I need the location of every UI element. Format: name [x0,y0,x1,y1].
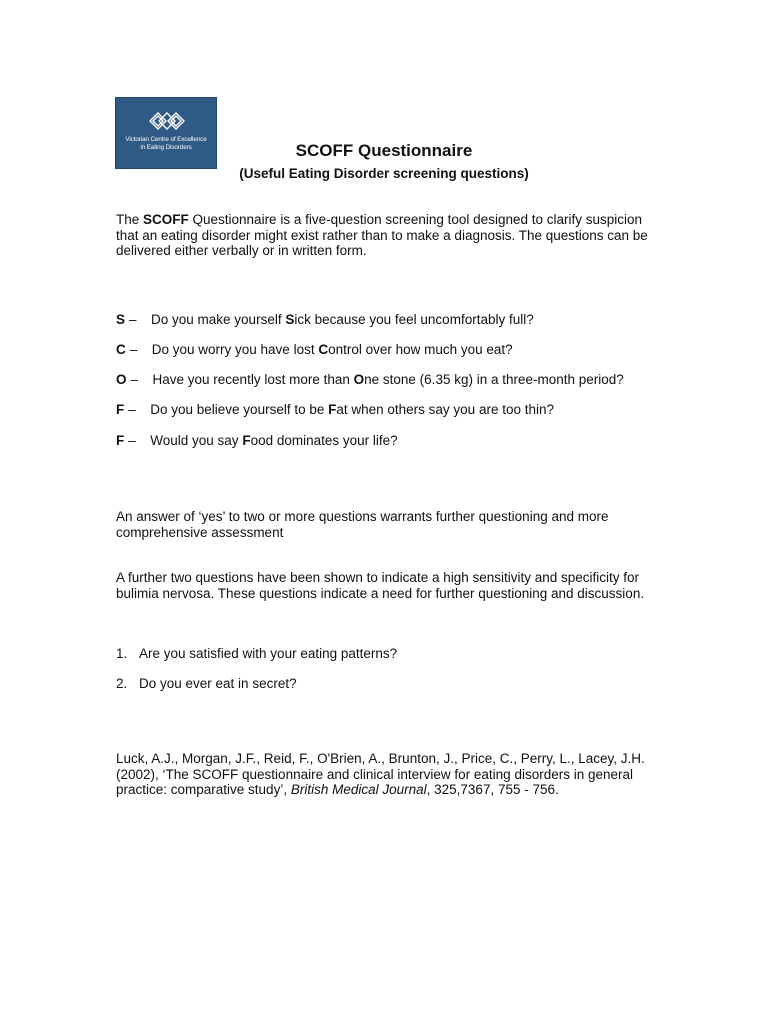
question-key: S [285,312,295,327]
reference-pre: Luck, A.J., Morgan, J.F., Reid, F., O'Brien, A., Brunton, J., Price, C., Perry, L., Lacey, J.H. (2002), ‘The SCOFF questionnaire and clinical interview for eating disorders in general practice: comparative study’, [116,751,645,797]
question-letter: S [116,312,126,327]
extra-question-text: Do you ever eat in secret? [139,676,297,691]
extra-question-number: 1. [116,646,128,661]
question-dash: – [130,372,139,387]
question-letter: F [116,433,125,448]
page-title: SCOFF Questionnaire [295,141,473,160]
reference-post: , 325,7367, 755 - 756. [426,782,559,797]
question-f2 [116,433,676,449]
extra-question-2 [116,676,676,692]
extra-question-1 [116,646,676,662]
question-s [116,312,676,328]
question-letter: C [116,342,126,357]
question-key: F [242,433,251,448]
question-pre: Do you believe yourself to be [150,402,329,417]
question-f1 [116,402,676,418]
question-post: ick because you feel uncomfortably full? [294,312,534,327]
intro-bold: SCOFF [143,212,189,227]
logo-line-1: Victorian Centre of Excellence [125,136,207,143]
page-subtitle: (Useful Eating Disorder screening questions) [239,166,529,181]
extra-question-number: 2. [116,676,128,691]
logo-line-2: in Eating Disorders [140,144,192,151]
reference-citation [116,751,661,798]
intro-paragraph [116,212,656,259]
question-post: ontrol over how much you eat? [328,342,513,357]
answer-note: An answer of ‘yes’ to two or more questions warrants further questioning and more comprehensive assessment [116,509,609,540]
further-note: A further two questions have been shown to indicate a high sensitivity and specificity for bulimia nervosa. These questions indicate a need for further questioning and discussion. [116,570,645,601]
question-pre: Do you make yourself [151,312,286,327]
question-key: F [328,402,337,417]
question-letter: F [116,402,125,417]
intro-pre: The [116,212,144,227]
question-pre: Do you worry you have lost [151,342,319,357]
question-c [116,342,676,358]
question-key: O [353,372,365,387]
question-letter: O [116,372,127,387]
question-dash: – [128,433,136,448]
question-pre: Have you recently lost more than [152,372,354,387]
question-key: C [318,342,329,357]
question-dash: – [128,402,136,417]
reference-journal: British Medical Journal [290,782,427,797]
intro-post: Questionnaire is a five-question screening tool designed to clarify suspicion that an eating disorder might exist rather than to make a diagnosis. The questions can be delivered either verbally or in written form. [116,212,648,258]
question-o [116,372,676,388]
interlocking-rings-icon [146,108,188,134]
question-dash: – [129,342,138,357]
extra-question-text: Are you satisfied with your eating patterns? [139,646,398,661]
question-pre: Would you say [150,433,243,448]
question-post: at when others say you are too thin? [336,402,554,417]
question-post: ne stone (6.35 kg) in a three-month period? [364,372,624,387]
question-post: ood dominates your life? [250,433,398,448]
question-dash: – [129,312,137,327]
